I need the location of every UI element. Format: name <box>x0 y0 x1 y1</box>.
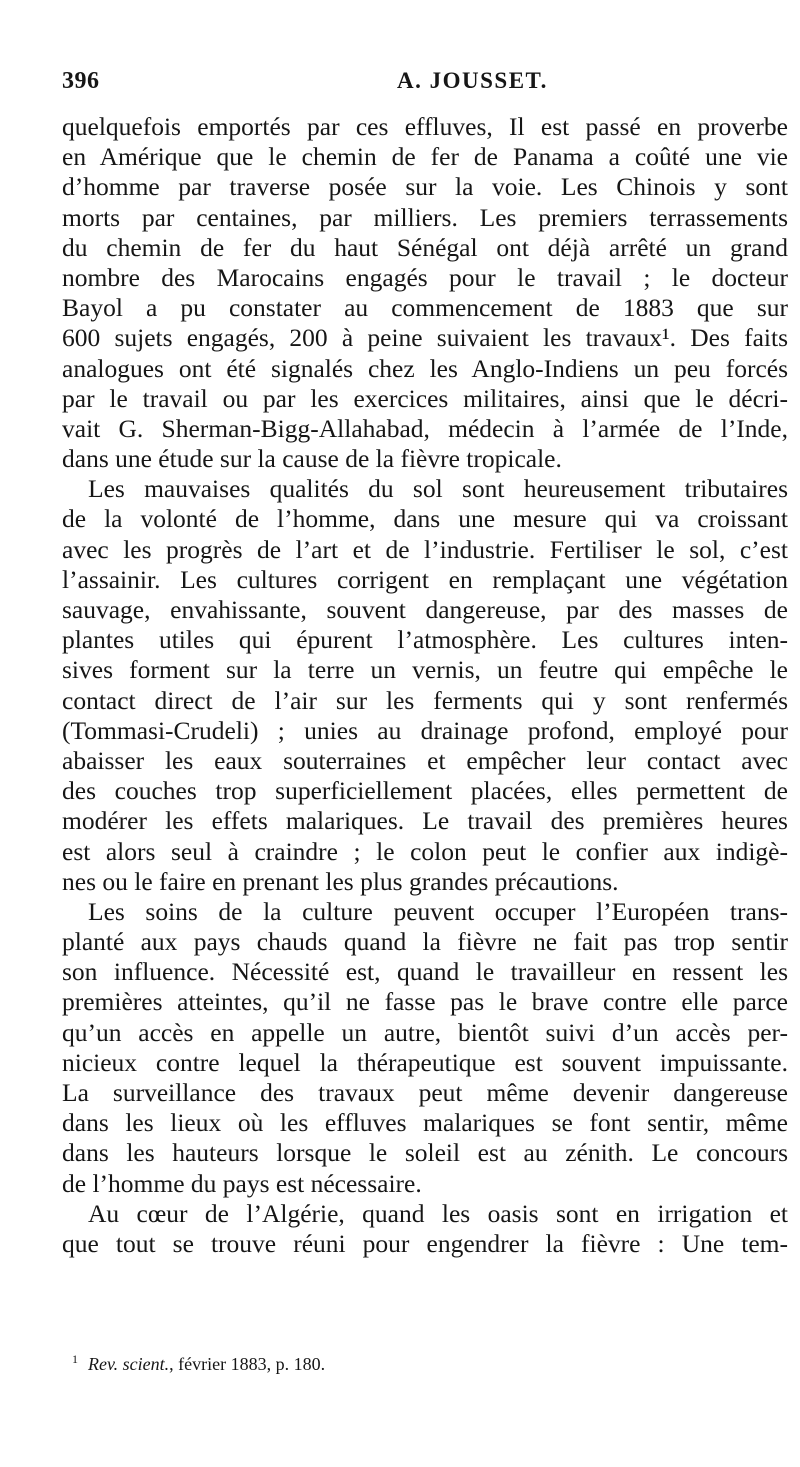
text-line: que tout se trouve réuni pour engendrer la fièvre : Une tem- <box>62 1228 788 1258</box>
footnote-source-italic: Rev. scient. <box>88 1354 170 1374</box>
text-line: dans les hauteurs lorsque le soleil est au zénith. Le concours <box>62 1138 788 1168</box>
text-line: du chemin de fer du haut Sénégal ont déjà arrêté un grand <box>62 232 788 262</box>
page-header <box>62 68 788 104</box>
text-line: quelquefois emportés par ces effluves, Il est passé en proverbe <box>62 112 788 141</box>
text-line: avec les progrès de l’art et de l’industrie. Fertiliser le sol, c’est <box>62 534 788 564</box>
text-line: des couches trop superficiellement placées, elles permettent de <box>62 776 788 806</box>
text-line: en Amérique que le chemin de fer de Panama a coûté une vie <box>62 142 788 172</box>
body-text <box>62 112 788 1259</box>
text-line: qu’un accès en appelle un autre, bientôt suivi d’un accès per- <box>62 1017 788 1047</box>
text-line: sives forment sur la terre un vernis, un feutre qui empêche le <box>62 655 788 685</box>
footnote-separator <box>80 1341 190 1342</box>
footnote-source-rest: , février 1883, p. 180. <box>169 1354 326 1374</box>
text-line: de la volonté de l’homme, dans une mesure qui va croissant <box>62 504 788 534</box>
running-head-author: A. JOUSSET. <box>397 68 548 93</box>
text-line: nombre des Marocains engagés pour le travail ; le docteur <box>62 262 788 292</box>
text-line: dans les lieux où les effluves malariques se font sentir, même <box>62 1108 788 1138</box>
text-line: 600 sujets engagés, 200 à peine suivaient les travaux¹. Des faits <box>62 323 788 353</box>
text-line: d’homme par traverse posée sur la voie. Les Chinois y sont <box>62 172 788 202</box>
text-line: vait G. Sherman-Bigg-Allahabad, médecin à l’armée de l’Inde, <box>62 413 788 443</box>
text-line: (Tommasi-Crudeli) ; unies au drainage profond, employé pour <box>62 715 788 745</box>
text-line: modérer les effets malariques. Le travail des premières heures <box>62 806 788 836</box>
text-line: planté aux pays chauds quand la fièvre ne fait pas trop sentir <box>62 927 788 957</box>
text-line: La surveillance des travaux peut même devenir dangereuse <box>62 1078 788 1107</box>
text-line: morts par centaines, par milliers. Les premiers terrassements <box>62 202 788 232</box>
text-line: dans une étude sur la cause de la fièvre tropicale. <box>62 444 562 474</box>
text-line: contact direct de l’air sur les ferments qui y sont renfermés <box>62 685 788 715</box>
text-line: nes ou le faire en prenant les plus grandes précautions. <box>62 866 619 896</box>
text-line: nicieux contre lequel la thérapeutique est souvent impuissante. <box>62 1047 788 1077</box>
text-line: par le travail ou par les exercices militaires, ainsi que le décri- <box>62 383 788 413</box>
text-line: de l’homme du pays est nécessaire. <box>62 1168 422 1198</box>
text-line: sauvage, envahissante, souvent dangereuse, par des masses de <box>62 595 788 624</box>
text-line: premières atteintes, qu’il ne fasse pas le brave contre elle parce <box>62 987 788 1017</box>
text-line: Bayol a pu constater au commencement de 1883 que sur <box>62 293 788 323</box>
text-line: abaisser les eaux souterraines et empêcher leur contact avec <box>62 745 788 775</box>
text-line: est alors seul à craindre ; le colon peut le confier aux indigè- <box>62 836 788 866</box>
text-line: son influence. Nécessité est, quand le travailleur en ressent les <box>62 957 788 987</box>
footnote <box>72 1352 325 1375</box>
page-number: 396 <box>62 68 100 94</box>
text-line: Au cœur de l’Algérie, quand les oasis sont en irrigation et <box>88 1198 788 1228</box>
footnote-mark: 1 <box>72 1352 78 1366</box>
text-line: l’assainir. Les cultures corrigent en remplaçant une végétation <box>62 564 788 594</box>
text-line: Les mauvaises qualités du sol sont heureusement tributaires <box>88 474 788 504</box>
text-line: Les soins de la culture peuvent occuper l’Européen trans- <box>88 896 788 926</box>
text-line: analogues ont été signalés chez les Anglo-Indiens un peu forcés <box>62 353 788 383</box>
text-line: plantes utiles qui épurent l’atmosphère. Les cultures inten- <box>62 625 788 655</box>
